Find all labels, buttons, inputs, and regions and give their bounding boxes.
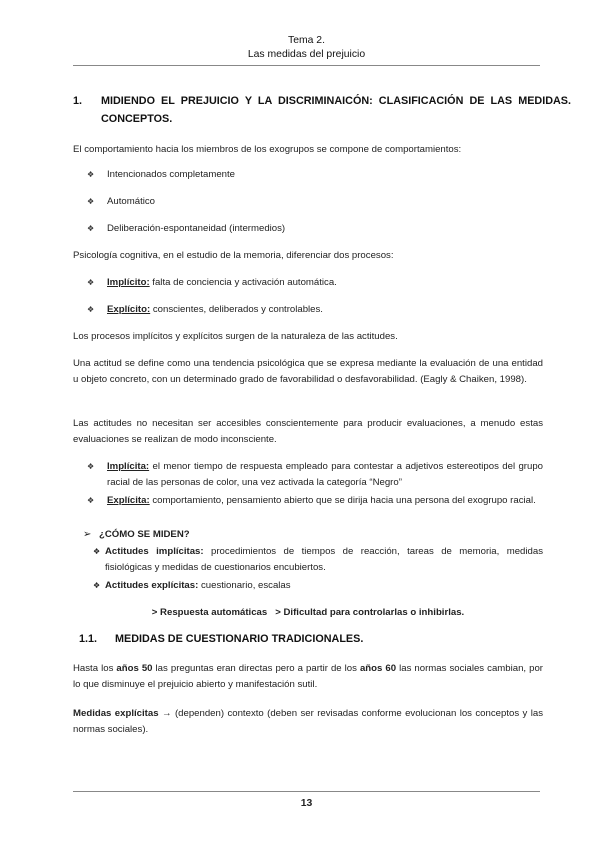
- paragraph-procesos: Los procesos implícitos y explícitos surgen de la naturaleza de las actitudes.: [73, 331, 398, 342]
- diamond-bullet-icon: ❖: [87, 197, 95, 206]
- footer-divider: [73, 791, 540, 792]
- section-title: MEDIDAS DE CUESTIONARIO TRADICIONALES.: [115, 633, 364, 645]
- term-implicito: Implícito:: [107, 277, 150, 288]
- list-item: ❖ Implícito: falta de conciencia y activación automática.: [87, 275, 543, 291]
- diamond-bullet-icon: ❖: [87, 170, 95, 179]
- paragraph-actitud: Una actitud se define como una tendencia psicológica que se expresa mediante la evaluación de una entidad u objeto concreto, con un determinado grado de favorabilidad o desfavorabilidad. (Eagly & Chaiken, 1998).: [73, 358, 543, 385]
- section-heading-1-1: [73, 631, 543, 647]
- list-item: ❖ Actitudes implícitas: procedimientos de tiempos de reacción, tareas de memoria, medidas fisiológicas y medidas de cuestionarios encubiertos.: [93, 546, 543, 573]
- page-number: 13: [300, 798, 313, 809]
- paragraph-psicologia: Psicología cognitiva, en el estudio de la memoria, diferenciar dos procesos:: [73, 250, 394, 261]
- paragraph-comportamiento: El comportamiento hacia los miembros de los exogrupos se compone de comportamientos:: [73, 144, 462, 155]
- section-heading-1: [73, 92, 571, 128]
- paragraph-actitudes: Las actitudes no necesitan ser accesibles conscientemente para producir evaluaciones, a menudo estas evaluaciones se realizan de modo inconsciente.: [73, 418, 543, 445]
- diamond-bullet-icon: ❖: [93, 547, 101, 556]
- diamond-bullet-icon: ❖: [87, 305, 95, 314]
- section-number: 1.: [73, 95, 83, 107]
- term-explicita: Explícita:: [107, 495, 150, 506]
- subheading-como-se-miden: ➢ ¿CÓMO SE MIDEN?: [83, 527, 543, 543]
- term-actitudes-explicitas: Actitudes explícitas:: [105, 580, 199, 591]
- list-item: ❖ Actitudes explícitas: cuestionario, escalas: [93, 578, 543, 594]
- term-explicito: Explícito:: [107, 304, 151, 315]
- section-number: 1.1.: [79, 633, 98, 645]
- diamond-bullet-icon: ❖: [87, 278, 95, 287]
- arrowhead-bullet-icon: ➢: [83, 529, 92, 540]
- list-item: ❖ Explícito: conscientes, deliberados y controlables.: [87, 302, 543, 318]
- header-topic: Tema 2.: [288, 35, 325, 46]
- diamond-bullet-icon: ❖: [87, 462, 95, 471]
- diamond-bullet-icon: ❖: [87, 496, 95, 505]
- diamond-bullet-icon: ❖: [87, 224, 95, 233]
- term-medidas-explicitas: Medidas explícitas: [73, 708, 159, 719]
- summary-line: > Respuesta automáticas > Dificultad para controlarlas o inhibirlas.: [151, 607, 465, 618]
- term-implicita: Implícita:: [107, 461, 150, 472]
- list-item: ❖ Deliberación-espontaneidad (intermedios): [87, 221, 543, 237]
- list-item: ❖ Explícita: comportamiento, pensamiento abierto que se dirija hacia una persona del exogrupo racial.: [87, 493, 543, 509]
- paragraph-medidas-explicitas: Medidas explícitas → (dependen) contexto (deben ser revisadas conforme evolucionan los conceptos y las normas sociales).: [73, 708, 544, 735]
- list-item: ❖ Intencionados completamente: [87, 167, 543, 183]
- section-title: MIDIENDO EL PREJUICIO Y LA DISCRIMINAICÓN: CLASIFICACIÓN DE LAS MEDIDAS. CONCEPTOS.: [101, 95, 571, 125]
- header-title: Las medidas del prejuicio: [247, 49, 366, 60]
- list-item: ❖ Implícita: el menor tiempo de respuesta empleado para contestar a adjetivos estereotipos del grupo racial de las personas de color, una vez activada la categoría “Negro”: [87, 461, 543, 488]
- page-header: [73, 34, 540, 62]
- header-divider: [73, 65, 540, 66]
- diamond-bullet-icon: ❖: [93, 581, 101, 590]
- paragraph-anos: Hasta los años 50 las preguntas eran directas pero a partir de los años 60 las normas sociales cambian, por lo que disminuye el prejuicio abierto y manifestación sutil.: [73, 663, 543, 690]
- list-item: ❖ Automático: [87, 194, 543, 210]
- term-actitudes-implicitas: Actitudes implícitas:: [105, 546, 204, 557]
